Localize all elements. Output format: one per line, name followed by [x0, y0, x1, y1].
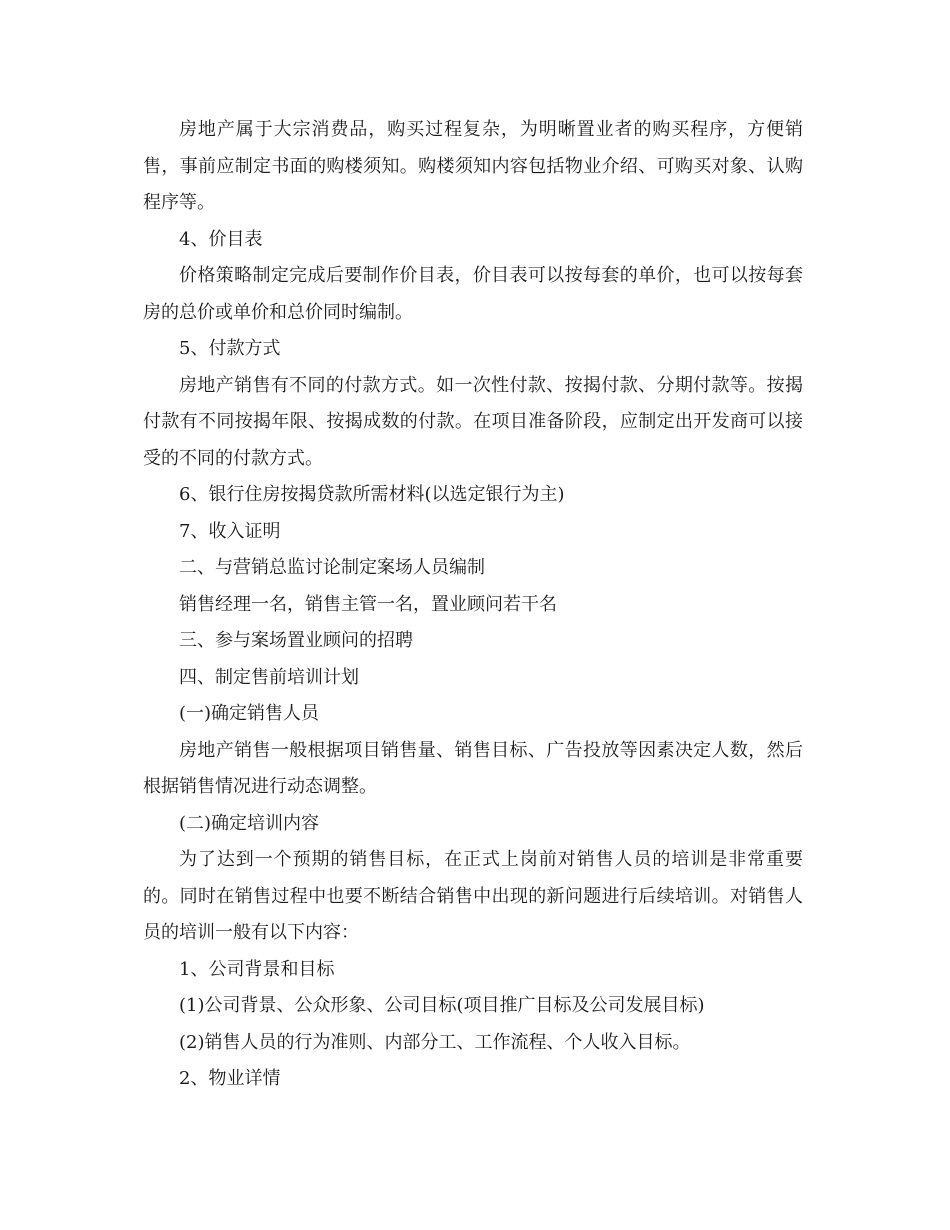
paragraph-payment-methods: 房地产销售有不同的付款方式。如一次性付款、按揭付款、分期付款等。按揭付款有不同按揭年限、按揭成数的付款。在项目准备阶段，应制定出开发商可以接受的不同的付款方式。 — [143, 374, 803, 469]
paragraph-staffing: 销售经理一名，销售主管一名，置业顾问若干名 — [179, 593, 557, 615]
list-item-company-background: (1)公司背景、公众形象、公司目标(项目推广目标及公司发展目标) — [179, 995, 705, 1016]
paragraph-training-content: 为了达到一个预期的销售目标，在正式上岗前对销售人员的培训是非常重要的。同时在销售过程中也要不断结合销售中出现的新问题进行后续培训。对销售人员的培训一般有以下内容： — [143, 849, 803, 943]
heading-company-background: 1、公司背景和目标 — [179, 958, 335, 980]
paragraph-purchase-notice: 房地产属于大宗消费品，购买过程复杂，为明晰置业者的购买程序，方便销售，事前应制定书面的购楼须知。购楼须知内容包括物业介绍、可购买对象、认购程序等。 — [143, 119, 803, 213]
heading-bank-loan-materials: 6、银行住房按揭贷款所需材料(以选定银行为主) — [179, 484, 565, 505]
heading-staffing: 二、与营销总监讨论制定案场人员编制 — [179, 557, 485, 578]
heading-sales-staff: (一)确定销售人员 — [179, 703, 320, 724]
heading-price-list: 4、价目表 — [179, 228, 263, 250]
heading-income-proof: 7、收入证明 — [179, 520, 281, 542]
heading-recruitment: 三、参与案场置业顾问的招聘 — [179, 630, 413, 651]
paragraph-price-list: 价格策略制定完成后要制作价目表，价目表可以按每套的单价，也可以按每套房的总价或单价和总价同时编制。 — [143, 265, 803, 323]
heading-training-content: (二)确定培训内容 — [179, 812, 320, 834]
document-body — [143, 112, 803, 1098]
list-item-code-of-conduct: (2)销售人员的行为准则、内部分工、工作流程、个人收入目标。 — [179, 1031, 691, 1053]
heading-payment-methods: 5、付款方式 — [179, 338, 281, 359]
heading-property-details: 2、物业详情 — [179, 1068, 281, 1089]
paragraph-sales-staff: 房地产销售一般根据项目销售量、销售目标、广告投放等因素决定人数，然后根据销售情况进行动态调整。 — [143, 739, 803, 797]
heading-training-plan: 四、制定售前培训计划 — [179, 666, 359, 688]
